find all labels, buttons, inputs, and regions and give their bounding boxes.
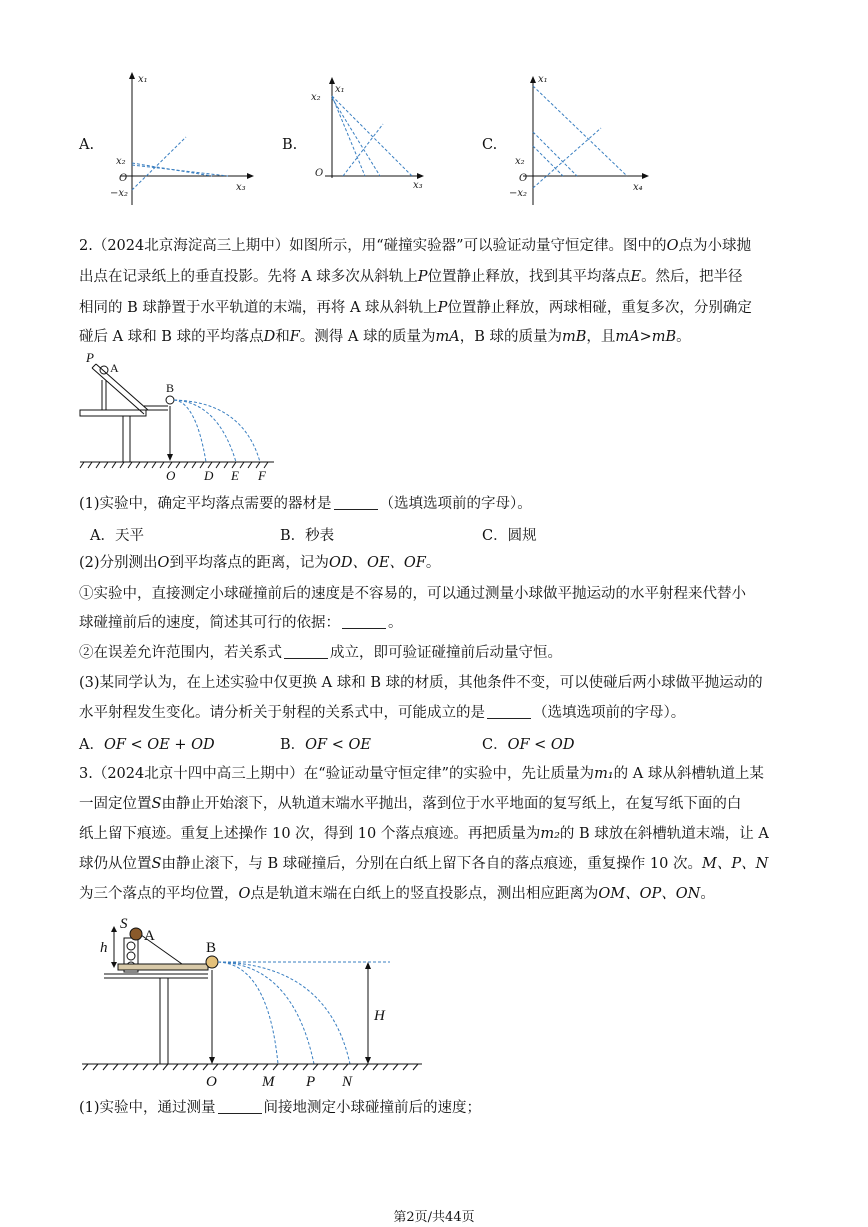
q3-fig-label-M: M bbox=[262, 1074, 275, 1090]
graph-c-negx2: −x₂ bbox=[509, 188, 528, 199]
graph-a-x2: x₂ bbox=[116, 156, 126, 167]
q2-p3-option-a: A．OF < OE + OD bbox=[79, 737, 215, 753]
q2-part2-1-line-1: ①实验中，直接测定小球碰撞前后的速度是不容易的，可以通过测量小球做平抛运动的水平射程来代替小 bbox=[79, 586, 746, 602]
q2-p1-option-a: A．天平 bbox=[90, 528, 144, 544]
q2-fig-label-B: B bbox=[166, 381, 175, 395]
graph-c bbox=[505, 70, 655, 210]
q2-part3-line-1: (3)某同学认为，在上述实验中仅更换 A 球和 B 球的材质，其他条件不变，可以使碰后两小球做平抛运动的 bbox=[79, 675, 763, 691]
graph-a-origin: O bbox=[119, 173, 128, 184]
graph-c-x4: x₄ bbox=[633, 182, 643, 193]
option-c-label: C. bbox=[482, 137, 498, 153]
answer-blank[interactable] bbox=[218, 1099, 262, 1114]
q2-p1-option-b: B．秒表 bbox=[280, 528, 335, 544]
q2-fig-label-F: F bbox=[258, 468, 266, 483]
q3-line-5: 为三个落点的平均位置，O点是轨道末端在白纸上的竖直投影点，测出相应距离为OM、OP、ON。 bbox=[79, 886, 715, 902]
graph-a bbox=[100, 70, 260, 210]
q2-intro-line-2: 出点在记录纸上的垂直投影。先将 A 球多次从斜轨上P位置静止释放，找到其平均落点E。然后，把半径 bbox=[79, 269, 743, 285]
graph-b-x1: x₁ bbox=[335, 84, 345, 95]
graph-c-x1: x₁ bbox=[538, 74, 548, 85]
option-b-label: B. bbox=[282, 137, 298, 153]
q2-part2-2: ②在误差允许范围内，若关系式 成立，即可验证碰撞前后动量守恒。 bbox=[79, 645, 562, 661]
graph-a-x3: x₃ bbox=[236, 182, 246, 193]
answer-blank[interactable] bbox=[334, 495, 378, 510]
q3-fig-label-B: B bbox=[206, 940, 217, 956]
graph-c-x2: x₂ bbox=[515, 156, 525, 167]
q3-fig-label-S: S bbox=[120, 916, 128, 932]
q2-part3-line-2: 水平射程发生变化。请分析关于射程的关系式中，可能成立的是 （选填选项前的字母）。 bbox=[79, 705, 686, 721]
graph-c-origin: O bbox=[519, 173, 528, 184]
q3-fig-label-h: h bbox=[100, 940, 108, 956]
q2-intro-line-3: 相同的 B 球静置于水平轨道的末端，再将 A 球从斜轨上P位置静止释放，两球相碰，重复多次，分别确定 bbox=[79, 300, 752, 316]
graph-a-x1: x₁ bbox=[138, 74, 148, 85]
graph-b bbox=[305, 70, 435, 200]
q3-line-4: 球仍从位置S由静止滚下，与 B 球碰撞后，分别在白纸上留下各自的落点痕迹，重复操作 10 次。M、P、N bbox=[79, 856, 769, 872]
graph-b-origin: O bbox=[315, 168, 324, 179]
q3-fig-label-O: O bbox=[206, 1074, 217, 1090]
q2-part2: (2)分别测出O到平均落点的距离，记为OD、OE、OF。 bbox=[79, 555, 441, 571]
q3-fig-label-N: N bbox=[342, 1074, 353, 1090]
q3-line-3: 纸上留下痕迹。重复上述操作 10 次，得到 10 个落点痕迹。再把质量为m₂的 B 球放在斜槽轨道末端，让 A bbox=[79, 826, 769, 842]
q2-apparatus-figure bbox=[78, 350, 278, 485]
graph-a-negx2: −x₂ bbox=[110, 188, 129, 199]
q3-fig-label-H: H bbox=[374, 1008, 385, 1024]
q2-intro-line-4: 碰后 A 球和 B 球的平均落点D和F。测得 A 球的质量为mA，B 球的质量为mB，且mA>mB。 bbox=[79, 329, 691, 345]
q2-fig-label-E: E bbox=[231, 468, 239, 483]
q2-p3-option-b: B．OF < OE bbox=[280, 737, 371, 753]
q3-line-2: 一固定位置S由静止开始滚下，从轨道末端水平抛出，落到位于水平地面的复写纸上，在复写纸下面的白 bbox=[79, 796, 742, 812]
q3-fig-label-A: A bbox=[144, 928, 155, 944]
page-footer: 第2页/共44页 bbox=[393, 1210, 475, 1225]
q2-fig-label-P: P bbox=[86, 350, 94, 365]
q3-part1: (1)实验中，通过测量 间接地测定小球碰撞前后的速度； bbox=[79, 1100, 482, 1116]
q3-line-1: 3.（2024北京十四中高三上期中）在“验证动量守恒定律”的实验中，先让质量为m₁的 A 球从斜槽轨道上某 bbox=[79, 766, 764, 782]
q2-fig-label-A: A bbox=[110, 361, 119, 375]
q2-p3-option-c: C．OF < OD bbox=[482, 737, 575, 753]
q3-fig-label-P: P bbox=[306, 1074, 316, 1090]
q2-part2-1-line-2: 球碰撞前后的速度，简述其可行的依据： 。 bbox=[79, 615, 403, 631]
graph-b-x2: x₂ bbox=[311, 92, 321, 103]
q2-fig-label-O: O bbox=[166, 468, 176, 483]
answer-blank[interactable] bbox=[342, 614, 386, 629]
option-a-label: A. bbox=[79, 137, 95, 153]
graph-b-x3: x₃ bbox=[413, 180, 423, 191]
q3-apparatus-figure bbox=[78, 912, 428, 1092]
q2-fig-label-D: D bbox=[204, 468, 214, 483]
q2-p1-option-c: C．圆规 bbox=[482, 528, 537, 544]
answer-blank[interactable] bbox=[284, 644, 328, 659]
q2-intro-line-1: 2.（2024北京海淀高三上期中）如图所示，用“碰撞实验器”可以验证动量守恒定律。图中的O点为小球抛 bbox=[79, 238, 751, 254]
q2-part1: (1)实验中，确定平均落点需要的器材是 （选填选项前的字母）。 bbox=[79, 496, 532, 512]
answer-blank[interactable] bbox=[487, 704, 531, 719]
